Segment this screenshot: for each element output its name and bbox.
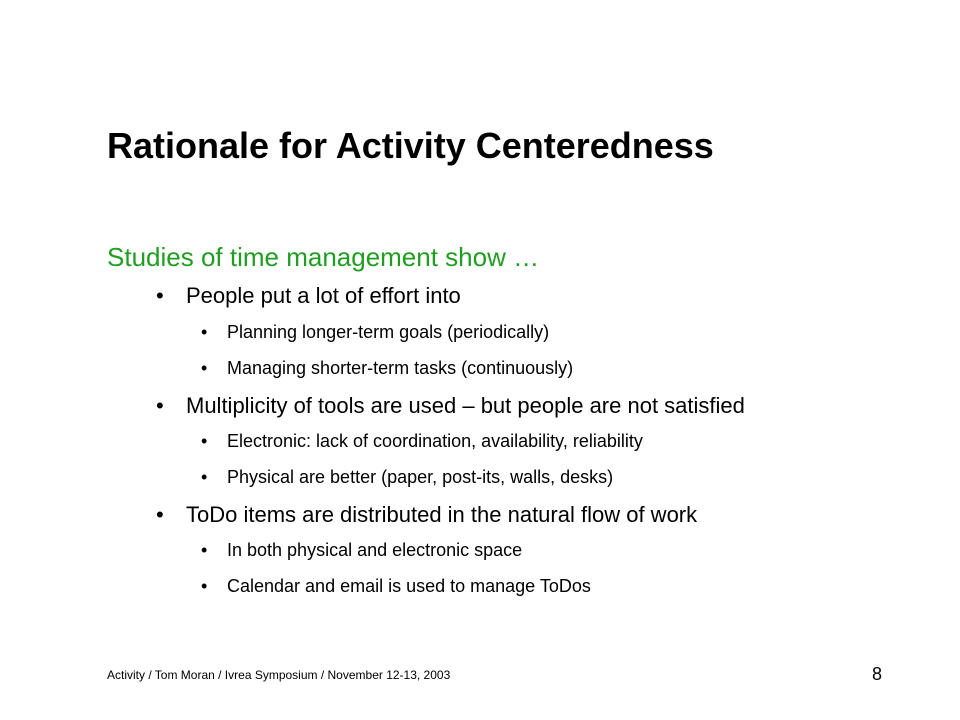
bullet-dot: • (201, 576, 208, 596)
bullet-dot: • (201, 431, 208, 451)
page-number: 8 (872, 664, 883, 684)
bullet-dot: • (156, 283, 164, 308)
bullet-text: People put a lot of effort into (186, 283, 461, 308)
sub-bullet-item (201, 538, 522, 562)
sub-bullet-item (201, 429, 643, 453)
sub-bullet-text: Managing shorter-term tasks (continuously) (227, 358, 574, 378)
sub-bullet-text: Planning longer-term goals (periodically) (227, 322, 550, 342)
bullet-dot: • (201, 322, 208, 342)
bullet-item (156, 282, 461, 310)
bullet-dot: • (156, 393, 164, 418)
sub-bullet-item (201, 320, 549, 344)
bullet-text: Multiplicity of tools are used – but people are not satisfied (186, 393, 745, 418)
sub-bullet-item (201, 465, 613, 489)
bullet-dot: • (201, 467, 208, 487)
sub-bullet-text: In both physical and electronic space (227, 540, 523, 560)
sub-bullet-item (201, 356, 573, 380)
sub-bullet-item (201, 574, 591, 598)
sub-bullet-text: Calendar and email is used to manage ToDos (227, 576, 591, 596)
bullet-item (156, 392, 745, 420)
bullet-dot: • (201, 358, 208, 378)
bullet-text: ToDo items are distributed in the natural flow of work (186, 502, 698, 527)
bullet-dot: • (156, 502, 164, 527)
slide-subtitle: Studies of time management show … (107, 242, 540, 272)
sub-bullet-text: Electronic: lack of coordination, availability, reliability (227, 431, 643, 451)
bullet-item (156, 501, 697, 529)
slide-title: Rationale for Activity Centeredness (107, 125, 714, 166)
slide-footer: Activity / Tom Moran / Ivrea Symposium / November 12-13, 2003 (107, 668, 451, 682)
bullet-dot: • (201, 540, 208, 560)
sub-bullet-text: Physical are better (paper, post-its, walls, desks) (227, 467, 614, 487)
